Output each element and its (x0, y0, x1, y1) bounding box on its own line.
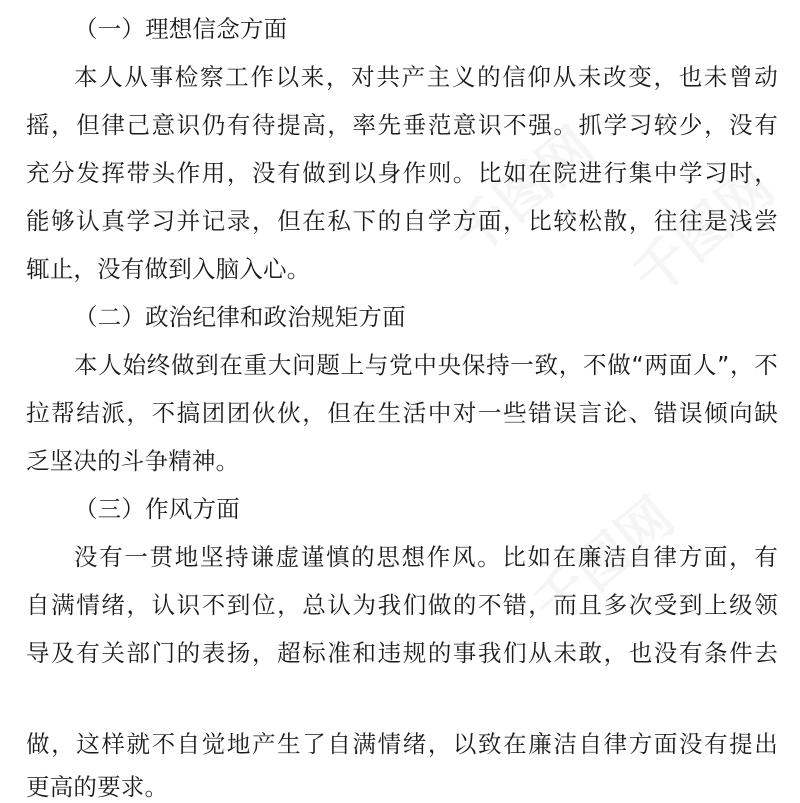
paragraph-line: 导及有关部门的表扬，超标准和违规的事我们从未敢，也没有条件去 (26, 639, 778, 667)
paragraph-line: 辄止，没有做到入脑入心。 (26, 255, 311, 283)
paragraph-line: 做，这样就不自觉地产生了自满情绪，以致在廉洁自律方面没有提出 (26, 730, 778, 758)
paragraph-line: 自满情绪，认识不到位，总认为我们做的不错，而且多次受到上级领 (26, 591, 778, 619)
paragraph-line: 能够认真学习并记录，但在私下的自学方面，比较松散，往往是浅尝 (26, 207, 778, 235)
section-heading-3: （三）作风方面 (74, 495, 240, 523)
paragraph-line: 没有一贯地坚持谦虚谨慎的思想作风。比如在廉洁自律方面，有 (74, 543, 778, 571)
paragraph-line: 本人始终做到在重大问题上与党中央保持一致，不做“两面人”，不 (74, 351, 778, 379)
watermark: 千图网 (521, 485, 686, 638)
paragraph-line: 乏坚决的斗争精神。 (26, 447, 240, 475)
paragraph-line: 充分发挥带头作用，没有做到以身作则。比如在院进行集中学习时， (26, 159, 778, 187)
section-heading-1: （一）理想信念方面 (74, 15, 288, 43)
watermark: 千图网 (621, 155, 786, 308)
paragraph-line: 本人从事检察工作以来，对共产主义的信仰从未改变，也未曾动 (74, 63, 778, 91)
paragraph-line: 更高的要求。 (26, 773, 169, 801)
paragraph-line: 拉帮结派，不搞团团伙伙，但在生活中对一些错误言论、错误倾向缺 (26, 399, 778, 427)
section-heading-2: （二）政治纪律和政治规矩方面 (74, 303, 406, 331)
watermark: 千图网 (441, 115, 606, 268)
paragraph-line: 摇，但律己意识仍有待提高，率先垂范意识不强。抓学习较少，没有 (26, 111, 778, 139)
